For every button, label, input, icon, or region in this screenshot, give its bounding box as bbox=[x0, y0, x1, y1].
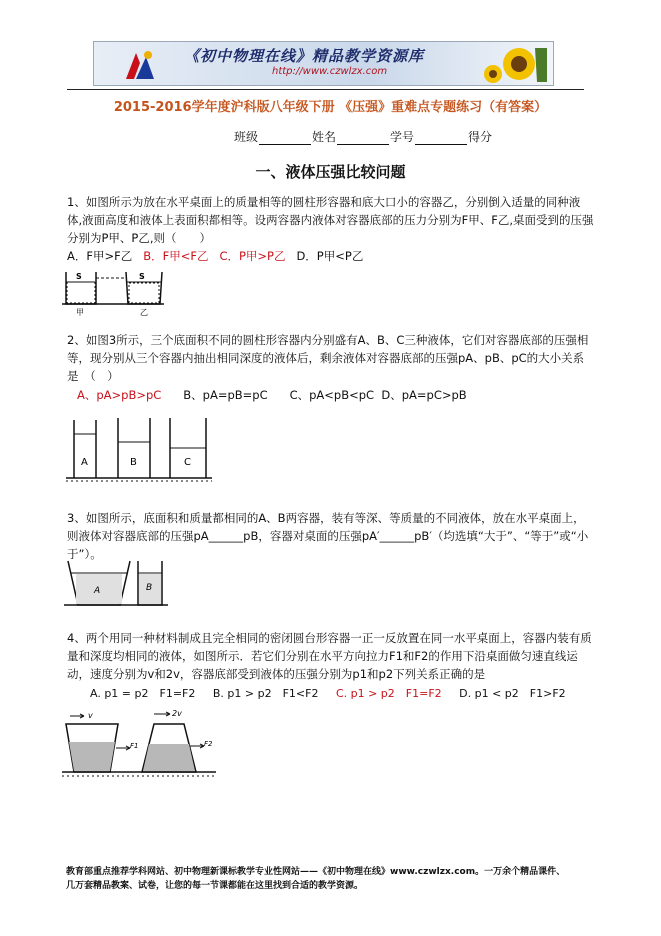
banner-title: 《初中物理在线》精品教学资源库 bbox=[184, 47, 425, 65]
header-banner bbox=[93, 41, 554, 86]
sunflower-image bbox=[479, 44, 549, 84]
question-1-options bbox=[67, 248, 363, 264]
q3-fig-b: B bbox=[146, 583, 153, 593]
number-label: 学号 bbox=[390, 130, 415, 144]
q1-figure bbox=[62, 268, 168, 318]
q1-fig-s1: S bbox=[76, 272, 82, 281]
name-blank[interactable] bbox=[337, 132, 389, 145]
q2-option-a[interactable]: A、pA>pB>pC bbox=[77, 388, 162, 402]
q1-fig-yi: 乙 bbox=[140, 308, 148, 317]
question-4-options bbox=[90, 685, 566, 701]
q1-option-d[interactable]: D．P甲<P乙 bbox=[296, 249, 364, 263]
number-blank[interactable] bbox=[415, 132, 467, 145]
q2-fig-b: B bbox=[130, 457, 137, 468]
q4-option-b[interactable]: B. p1 > p2 F1<F2 bbox=[212, 687, 319, 700]
footer-line-2: 几万套精品教案、试卷，让您的每一节课都能在这里找到合适的教学资源。 bbox=[66, 881, 364, 891]
q4-fig-v2: 2v bbox=[172, 709, 182, 718]
q4-fig-f1: F1 bbox=[130, 742, 139, 750]
name-label: 姓名 bbox=[312, 130, 337, 144]
q2-option-d[interactable]: D、pA=pC>pB bbox=[381, 388, 467, 402]
page-footer bbox=[66, 865, 606, 893]
q1-fig-jia: 甲 bbox=[76, 308, 84, 317]
footer-line-1: 教育部重点推荐学科网站、初中物理新课标教学专业性网站——《初中物理在线》www.czwlzx.com。一万余个精品课件、 bbox=[66, 867, 566, 877]
q1-option-b[interactable]: B．F甲<F乙 bbox=[143, 249, 209, 263]
q1-option-c[interactable]: C．P甲>P乙 bbox=[219, 249, 286, 263]
banner-url[interactable]: http://www.czwlzx.com bbox=[272, 66, 388, 77]
q4-fig-f2: F2 bbox=[204, 740, 213, 748]
question-4-text: 4、两个用同一种材料制成且完全相同的密闭圆台形容器一正一反放置在同一水平桌面上，容器内装有质量和深度均相同的液体，如图所示．若它们分别在水平方向拉力F1和F2的作用下沿桌面做匀速直线运动，速度分别为v和2v，容器底部受到液体的压强分别为p1和p2下列关系正确的是 bbox=[67, 631, 592, 681]
question-1-text: 1、如图所示为放在水平桌面上的质量相等的圆柱形容器和底大口小的容器乙，分别倒入适量的同种液体,液面高度和液体上表面积都相等。设两容器内液体对容器底部的压力分别为F甲、F乙,桌面受到的压强分别为P甲、P乙,则（ ） bbox=[67, 195, 594, 245]
q2-fig-a: A bbox=[81, 457, 88, 468]
q4-figure bbox=[60, 704, 220, 780]
site-logo-icon bbox=[122, 47, 158, 83]
q4-fig-v1: v bbox=[88, 711, 93, 720]
score-label: 得分 bbox=[468, 130, 493, 144]
q2-option-c[interactable]: C、pA<pB<pC bbox=[289, 388, 375, 402]
q4-option-d[interactable]: D. p1 < p2 F1>F2 bbox=[459, 687, 566, 700]
q4-option-c[interactable]: C. p1 > p2 F1=F2 bbox=[335, 687, 442, 700]
student-info-fields bbox=[234, 128, 492, 145]
q1-option-a[interactable]: A．F甲>F乙 bbox=[67, 249, 133, 263]
question-3-text: 3、如图所示，底面积和质量都相同的A、B两容器，装有等深、等质量的不同液体，放在水平桌面上，则液体对容器底部的压强pA______pB，容器对桌面的压强pA′______pB′（均选填“大于”、“等于”或“小于”）。 bbox=[67, 511, 589, 561]
q3-fig-a: A bbox=[94, 586, 101, 596]
q2-option-b[interactable]: B、pA=pB=pC bbox=[183, 388, 268, 402]
header-rule bbox=[67, 89, 584, 90]
q1-fig-s2: S bbox=[139, 272, 145, 281]
q2-fig-c: C bbox=[184, 457, 191, 468]
question-2-options bbox=[77, 387, 467, 403]
q4-option-a[interactable]: A. p1 = p2 F1=F2 bbox=[90, 687, 196, 700]
question-2-text: 2、如图3所示，三个底面积不同的圆柱形容器内分别盛有A、B、C三种液体，它们对容器底部的压强相等，现分别从三个容器内抽出相同深度的液体后，剩余液体对容器底部的压强pA、pB、pC的大小关系是 （ ） bbox=[67, 333, 589, 383]
q3-figure bbox=[64, 555, 174, 611]
q2-figure bbox=[66, 410, 216, 482]
class-blank[interactable] bbox=[259, 132, 311, 145]
section-title: 一、液体压强比较问题 bbox=[255, 163, 406, 181]
document-title: 2015-2016学年度沪科版八年级下册 《压强》重难点专题练习（有答案） bbox=[113, 100, 548, 115]
class-label: 班级 bbox=[234, 130, 259, 144]
